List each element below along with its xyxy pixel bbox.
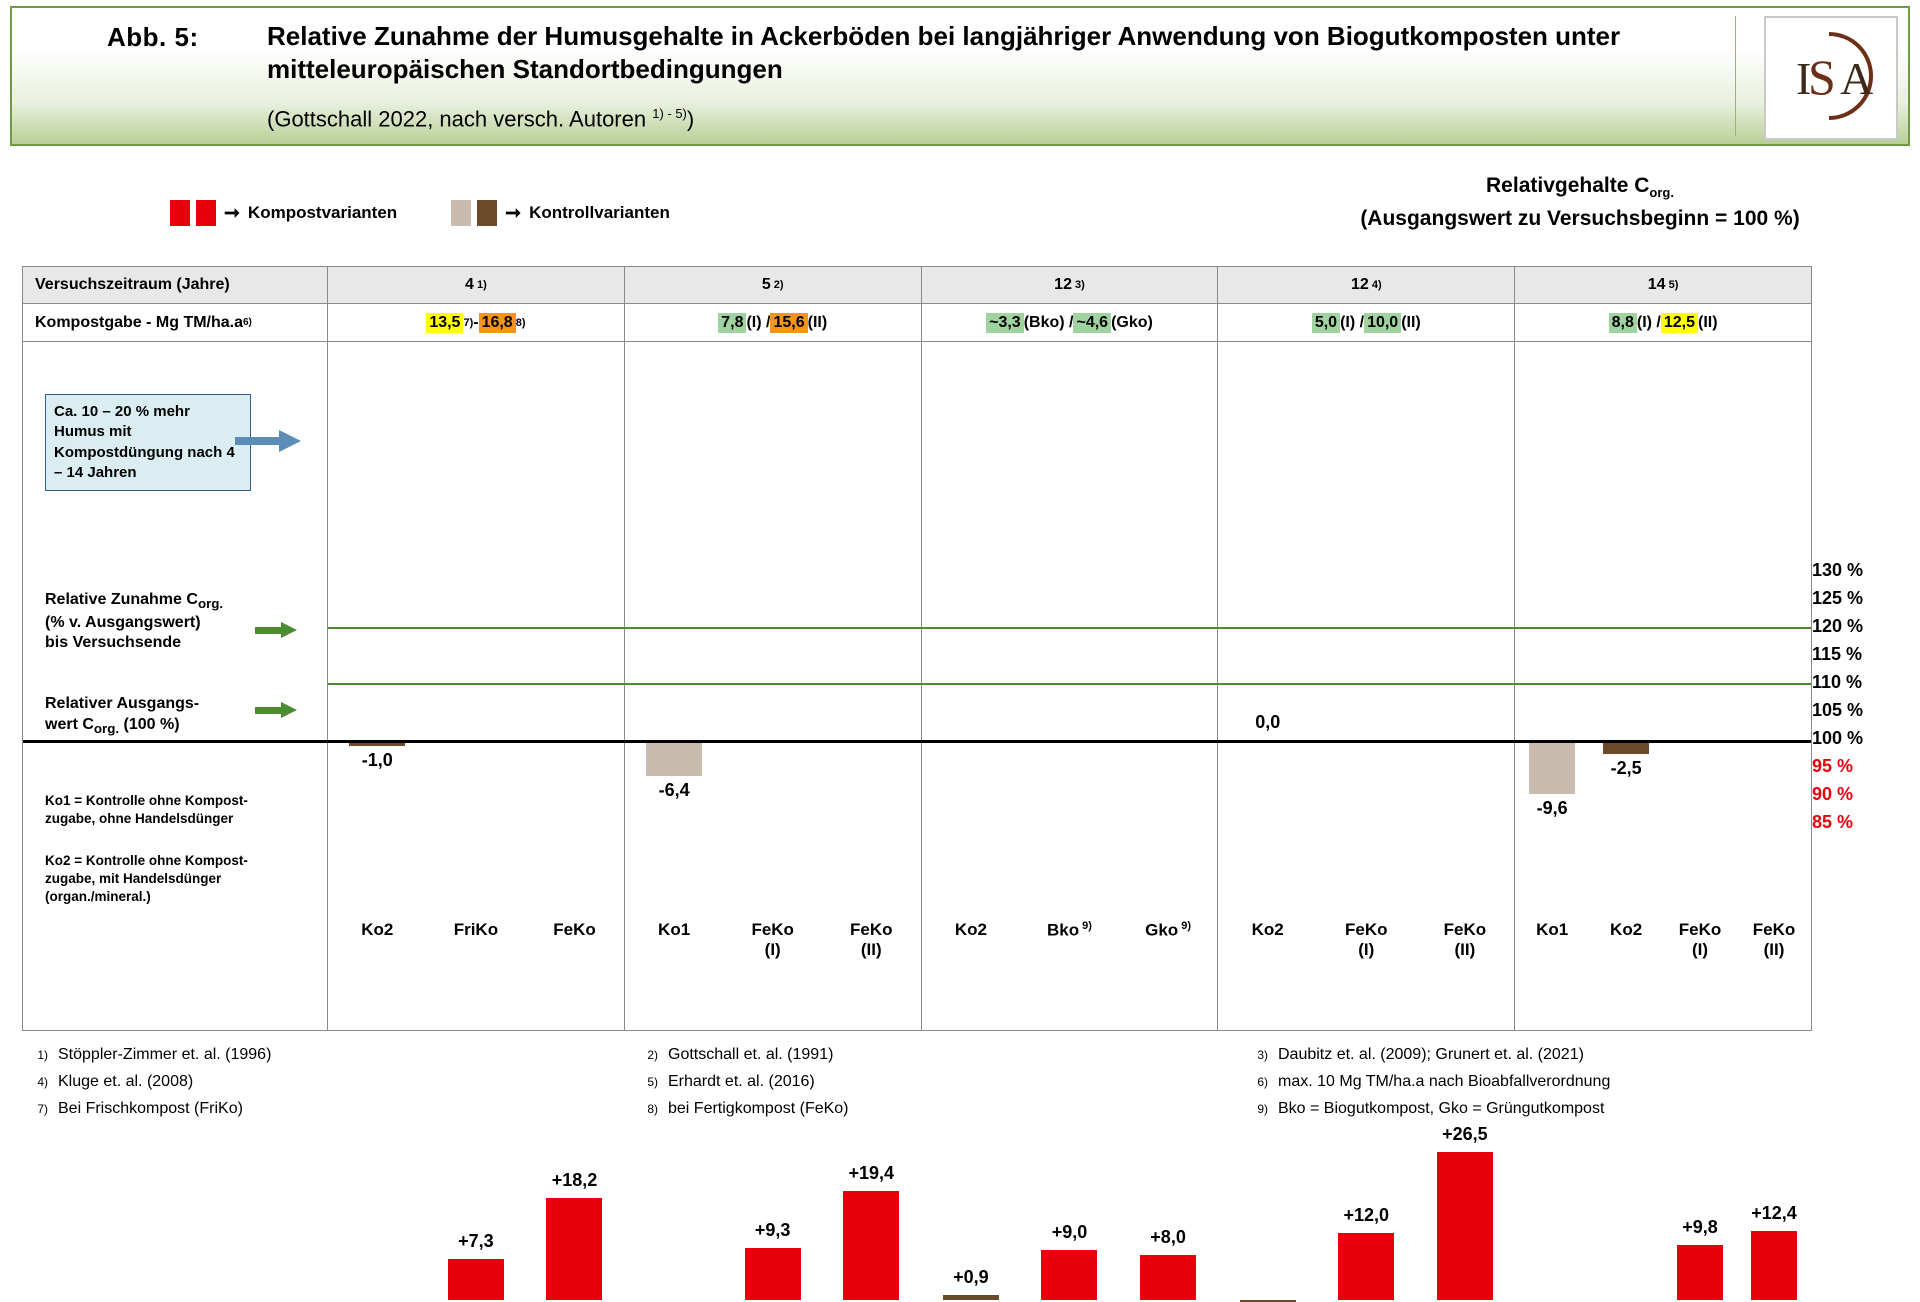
bar-Ko2-3-1[interactable] [943,1295,999,1300]
bar-value-label: +9,0 [1051,1221,1088,1242]
footnote-text: Erhardt et. al. (2016) [668,1073,815,1090]
footnote-number: 9) [1257,1102,1268,1116]
legend-arrow-icon-control: ➞ [505,202,522,224]
footnote-number: 8) [647,1102,658,1116]
y-tick-125: 125 % [1812,588,1864,608]
annotation-base-sub: org. [93,720,120,736]
y-tick-120: 120 % [1812,616,1864,636]
bar-value-label: -1,0 [361,749,393,770]
bar-category-label: FeKo (I) [751,920,794,959]
footnote-item [1242,1073,1852,1091]
period-cell-2 [625,267,922,303]
footnote-text: Bko = Biogutkompost, Gko = Grüngutkompost [1278,1100,1605,1117]
note-ko1: Ko1 = Kontrolle ohne Kompost-zugabe, ohne Handelsdünger [45,793,248,827]
bar-category-label: FriKo [453,920,499,939]
annotation-base-l1: Relativer Ausgangs- [45,695,200,712]
axis-title [1300,170,1860,234]
y-tick-110: 110 % [1812,672,1863,692]
period-value: 14 [1647,276,1666,293]
footnote-number: 3) [1257,1048,1268,1062]
annotation-arrow-icon-1 [255,622,297,638]
bar-value-label: 0,0 [1255,712,1281,732]
gridline-110 [328,683,1811,685]
period-value: 4 [465,276,474,293]
bar-value-label: +12,4 [1751,1202,1797,1223]
bar-FeKo-4-3[interactable] [1437,1152,1493,1300]
period-sup: 4) [1368,279,1382,291]
dose-value: 8,8 [1609,313,1637,333]
bar-Ko1-2-1[interactable] [646,740,702,776]
legend-label-compost: Kompostvarianten [247,203,398,222]
annotation-base-l3: (100 %) [119,715,180,733]
baseline-100 [23,740,1811,743]
svg-text:I: I [1796,53,1812,104]
dose-value: ~4,6 [1073,313,1111,333]
dose-text: - [473,313,479,331]
y-tick-105: 105 % [1812,700,1864,720]
legend-label-control: Kontrollvarianten [529,203,670,222]
dose-text: (I) / [1340,313,1365,331]
row-label-dose-text: Kompostgabe - Mg TM/ha.a [35,313,243,331]
footnote-text: max. 10 Mg TM/ha.a nach Bioabfallverordnung [1278,1073,1611,1090]
y-tick-100: 100 % [1812,728,1864,748]
figure-source-pre: (Gottschall 2022, nach versch. Autoren [267,106,653,132]
period-sup: 1) [473,279,487,291]
bar-value-label: +19,4 [848,1163,895,1184]
bar-FeKo-1-3[interactable] [546,1198,602,1300]
period-sup: 2) [770,279,784,291]
dose-cell-2 [625,304,922,341]
footnote-row [22,1046,1902,1064]
dose-cell-5 [1515,304,1811,341]
bar-category-label: FeKo (II) [850,920,893,959]
bar-FriKo-1-2[interactable] [448,1259,504,1300]
figure-source-sup: 1) - 5) [652,106,687,121]
figure-number: Abb. 5: [107,22,199,52]
legend-compost [170,200,397,226]
bar-category-label: Ko2 [1251,920,1284,939]
dose-value: 15,6 [770,313,807,333]
period-sup: 5) [1665,279,1679,291]
bar-value-label: +9,8 [1682,1217,1718,1238]
bar-category-label: FeKo (I) [1678,920,1722,959]
isa-logo-icon [1766,18,1892,134]
figure-source [267,106,694,132]
bar-FeKo-4-2[interactable] [1338,1233,1394,1300]
axis-title-line2: (Ausgangswert zu Versuchsbeginn = 100 %) [1360,206,1800,230]
bar-FeKo-5-4[interactable] [1751,1231,1797,1300]
legend-swatch-compost-2 [196,200,216,226]
legend-control [451,200,670,226]
callout-box: Ca. 10 – 20 % mehr Humus mit Kompostdüngung nach 4 – 14 Jahren [45,394,251,491]
panel-group-5 [1515,342,1811,1238]
svg-text:A: A [1840,53,1874,104]
period-value: 12 [1350,276,1369,293]
legend-arrow-icon-compost: ➞ [224,202,240,224]
bar-category-label: Ko2 [954,920,987,939]
footnote-text: Daubitz et. al. (2009); Grunert et. al. (2021) [1278,1046,1584,1063]
footnote-item [22,1046,632,1064]
dose-text: (II) [807,313,828,331]
dose-value: 5,0 [1312,313,1340,333]
dose-cell-4 [1218,304,1515,341]
bar-value-label: -9,6 [1536,797,1568,818]
y-tick-85: 85 % [1812,812,1854,832]
period-value: 5 [761,276,771,293]
bar-value-label: +8,0 [1150,1227,1186,1248]
figure-source-post: ) [686,106,695,132]
footnote-item [632,1046,1242,1064]
panel-group-3 [922,342,1219,1287]
footnote-item [1242,1100,1852,1118]
callout-arrow-icon [235,430,305,452]
chart-area [0,156,1920,1287]
bar-category-label: FeKo (II) [1443,920,1487,959]
row-label-dose [23,304,328,341]
svg-text:S: S [1808,49,1836,105]
footnote-item [22,1100,632,1118]
figure-title: Relative Zunahme der Humusgehalte in Ackerböden bei langjähriger Anwendung von Biogutkomposten unter mitteleuropäischen Standortbedingungen [267,21,1621,85]
annotation-rel-l2: (% v. Ausgangswert) [45,613,201,631]
annotation-rel-sub: org. [197,596,224,612]
footnote-text: Stöppler-Zimmer et. al. (1996) [58,1046,272,1063]
dose-text: (II) [1401,313,1421,331]
dose-cell-1 [328,304,625,341]
dose-text: (I) / [746,313,771,331]
annotation-rel-l3: bis Versuchsende [45,634,182,652]
footnote-item [632,1073,1242,1091]
bar-value-label: +9,3 [754,1219,791,1240]
panel-group-1 [328,342,625,1252]
annotation-relative-increase [45,590,245,654]
table-row-dose [22,304,1812,342]
dose-cell-3 [922,304,1219,341]
footnote-number: 4) [37,1075,48,1089]
footnote-number: 2) [647,1048,658,1062]
y-tick-95: 95 % [1812,756,1854,776]
footnote-text: Kluge et. al. (2008) [58,1073,194,1090]
annotation-base-l2: wert C [45,715,94,733]
y-tick-90: 90 % [1812,784,1854,804]
legend-swatch-control-2 [477,200,497,226]
footnote-text: bei Fertigkompost (FeKo) [668,1100,849,1117]
footnote-number: 5) [647,1075,658,1089]
bar-Gko-3-3[interactable] [1140,1255,1196,1300]
bar-FeKo-2-3[interactable] [843,1191,899,1300]
footnote-text: Bei Frischkompost (FriKo) [58,1100,243,1117]
period-cell-5 [1515,267,1811,303]
footnote-number: 7) [37,1102,48,1116]
bar-value-label: +0,9 [953,1266,989,1287]
plot-left-pane [23,342,328,1030]
dose-text: (II) [1698,313,1718,331]
bar-category-label: FeKo [553,920,596,939]
annotation-baseline [45,694,245,737]
bar-category-label: Ko2 [1610,920,1643,939]
footnote-number: 6) [1257,1075,1268,1089]
row-label-period: Versuchszeitraum (Jahre) [23,267,328,303]
period-cell-3 [922,267,1219,303]
row-label-dose-sup: 6) [243,317,252,328]
bar-category-label: Ko1 [658,920,691,939]
annotation-rel-l1: Relative Zunahme C [45,591,198,608]
legend [170,200,716,226]
bar-value-label: -6,4 [658,779,690,800]
gridline-120 [328,627,1811,629]
dose-sup: 7) [463,316,474,329]
dose-value: 7,8 [718,313,746,333]
dose-value: ~3,3 [986,313,1024,333]
bar-category-label: FeKo (II) [1752,920,1796,959]
table-row-period [22,266,1812,304]
bar-Bko-3-2[interactable] [1041,1250,1097,1300]
period-sup: 3) [1071,279,1085,291]
header-divider [1735,16,1736,136]
dose-sup: 8) [515,316,526,329]
y-tick-115: 115 % [1812,644,1863,664]
period-value: 12 [1054,276,1072,293]
annotation-arrow-icon-2 [255,702,297,718]
figure-page [0,6,1920,1287]
bar-value-label: -2,5 [1610,758,1642,778]
axis-title-sub: org. [1649,185,1674,201]
bar-FeKo-2-2[interactable] [745,1248,801,1300]
figure-header [10,6,1910,146]
bar-category-label: FeKo (I) [1345,920,1388,959]
bar-category-label: Gko $^{9)}$ [1145,920,1192,940]
bar-value-label: +7,3 [458,1231,494,1252]
dose-value: 13,5 [426,313,463,333]
footnote-row [22,1073,1902,1091]
footnote-item [22,1073,632,1091]
y-tick-130: 130 % [1812,560,1864,580]
footnote-text: Gottschall et. al. (1991) [668,1046,834,1063]
bar-category-label: Bko $^{9)}$ [1047,920,1092,940]
bar-value-label: +18,2 [551,1170,598,1191]
bar-value-label: +26,5 [1442,1123,1488,1144]
footnote-item [1242,1046,1852,1064]
legend-swatch-control-1 [451,200,471,226]
footnotes [22,1046,1902,1127]
note-ko2: Ko2 = Kontrolle ohne Kompost-zugabe, mit Handelsdünger (organ./mineral.) [45,853,248,905]
dose-value: 16,8 [479,313,516,333]
axis-title-line1: Relativgehalte C [1486,174,1650,197]
dose-text: (Bko) / [1023,313,1074,331]
bar-FeKo-5-3[interactable] [1677,1245,1723,1300]
dose-text: (Gko) [1111,313,1153,331]
period-cell-4 [1218,267,1515,303]
legend-swatch-compost-1 [170,200,190,226]
dose-value: 10,0 [1364,313,1401,333]
period-cell-1 [328,267,625,303]
bar-category-label: Ko2 [361,920,394,939]
dose-text: (I) / [1636,313,1661,331]
dose-value: 12,5 [1661,313,1698,333]
bar-value-label: +12,0 [1343,1204,1390,1225]
footnote-item [632,1100,1242,1118]
footnote-number: 1) [37,1048,48,1062]
isa-logo [1764,16,1898,140]
footnote-row [22,1100,1902,1118]
bar-category-label: Ko1 [1536,920,1569,939]
